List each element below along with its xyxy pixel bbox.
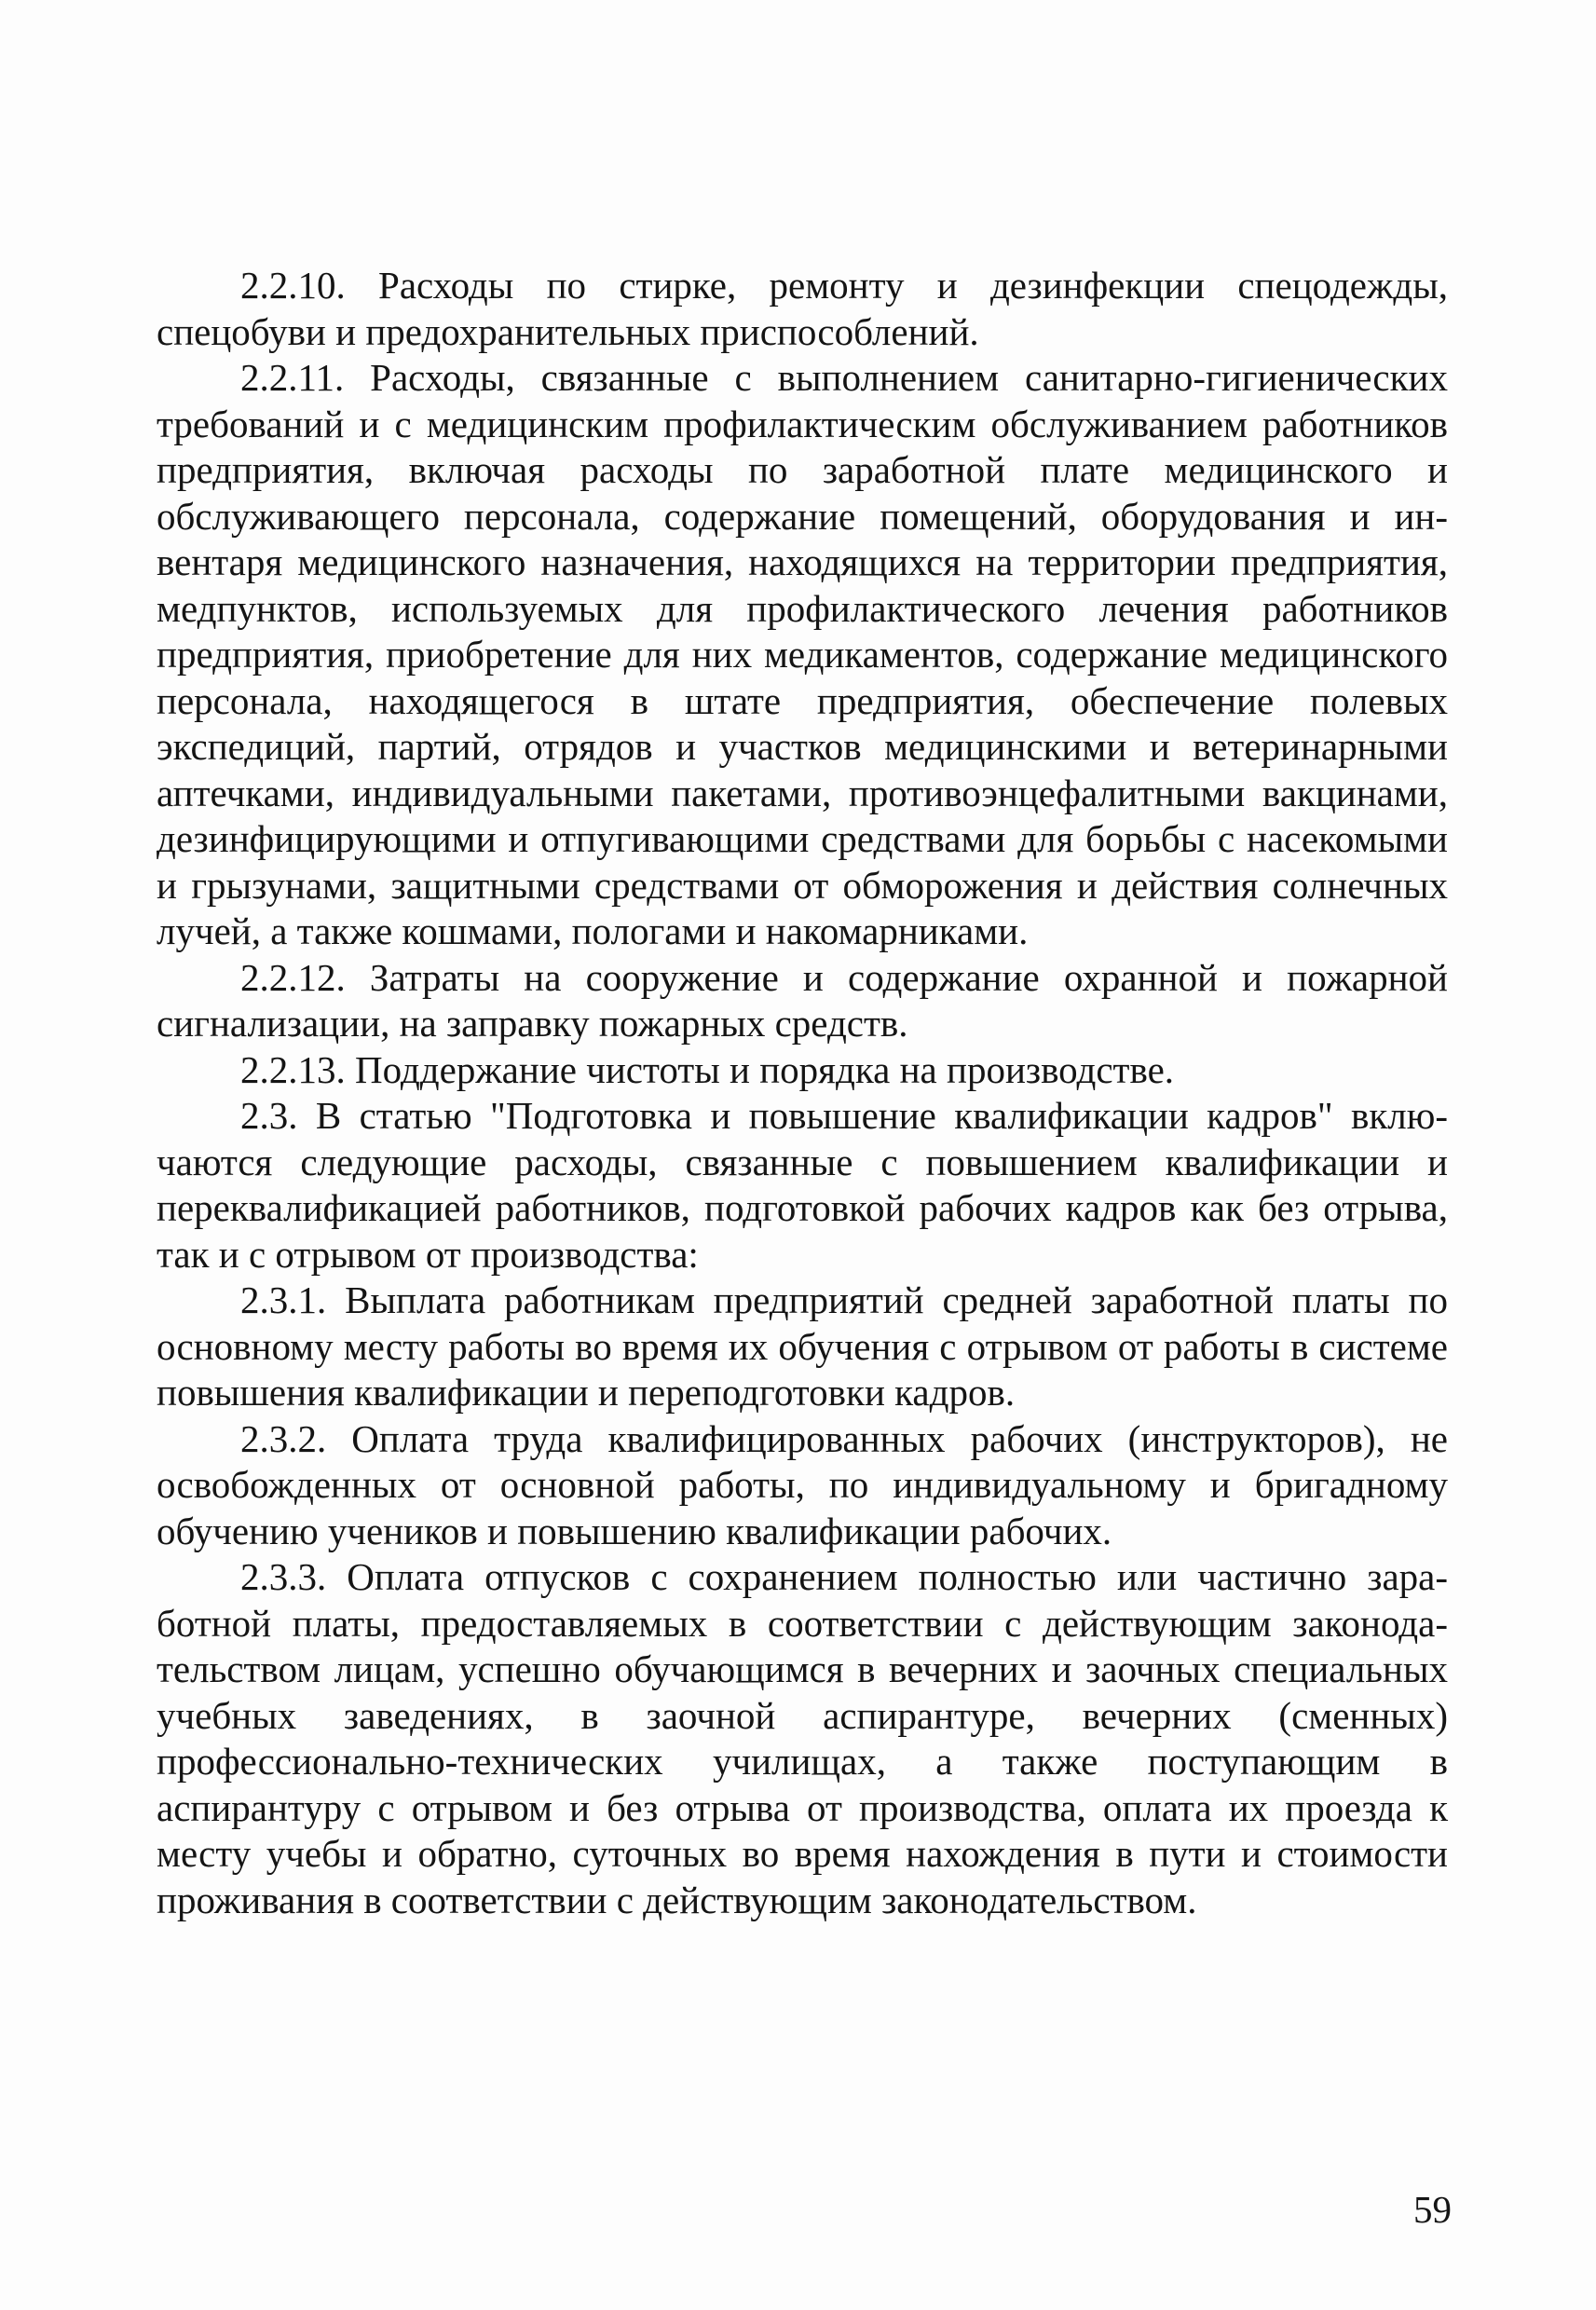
- page-number: 59: [1413, 2188, 1452, 2231]
- paragraph-2-2-13: 2.2.13. Поддержание чистоты и порядка на производстве.: [240, 1047, 1175, 1091]
- paragraph-2-3: 2.3. В статью "Подготовка и повышение квалификации кадров" включаются следующие расходы, связанные с повышением квалификации и переквалификацией работников, подготовкой рабочих кадров как без отрыва, так и с отрывом от производства:: [157, 1094, 1448, 1276]
- body-text: [157, 263, 1448, 1923]
- paragraph-2-2-10: 2.2.10. Расходы по стирке, ремонту и дезинфекции спецодежды, спецобуви и предохранительных приспособлений.: [157, 264, 1448, 353]
- paragraph-2-3-3: 2.3.3. Оплата отпусков с сохранением полностью или частично заработной платы, предоставляемых в соответствии с действующим законодательством лицам, успешно обучающимся в вечерних и заочных специальных учебных заведениях, в заочной аспирантуре, вечерних (сменных) профессионально-технических училищах, а также поступающим в аспирантуру с отрывом и без отрыва от производства, оплата их проезда к месту учебы и обратно, суточных во время нахождения в пути и стоимости проживания в соответствии с действующим законодательством.: [157, 1555, 1448, 1921]
- paragraph-2-3-1: 2.3.1. Выплата работникам предприятий средней заработной платы по основному месту работы во время их обучения с отрывом от работы в системе повышения квалификации и переподготовки кадров.: [157, 1278, 1448, 1414]
- paragraph-2-2-11: 2.2.11. Расходы, связанные с выполнением санитарно-гигиенических требований и с медицинским профилактическим обслуживанием работников предприятия, включая расходы по заработной плате медицинского и обслуживающего персонала, содержание помещений, оборудования и инвентаря медицинского назначения, находящихся на территории предприятия, медпунктов, используемых для профилактического лечения работников предприятия, приобретение для них медикаментов, содержание медицинского персонала, находящегося в штате предприятия, обеспечение полевых экспедиций, партий, отрядов и участков медицинскими и ветеринарными аптечками, индивидуальными пакетами, противоэнцефалитными вакцинами, дезинфицирующими и отпугивающими средствами для борьбы с насекомыми и грызунами, защитными средствами от обморожения и действия солнечных лучей, а также кошмами, пологами и накомарниками.: [157, 356, 1448, 952]
- paragraph-2-3-2: 2.3.2. Оплата труда квалифицированных рабочих (инструкторов), не освобожденных от основной работы, по индивидуальному и бригадному обучению учеников и повышению квалификации рабочих.: [157, 1416, 1448, 1552]
- paragraph-2-2-12: 2.2.12. Затраты на сооружение и содержание охранной и пожарной сигнализации, на заправку пожарных средств.: [157, 955, 1448, 1045]
